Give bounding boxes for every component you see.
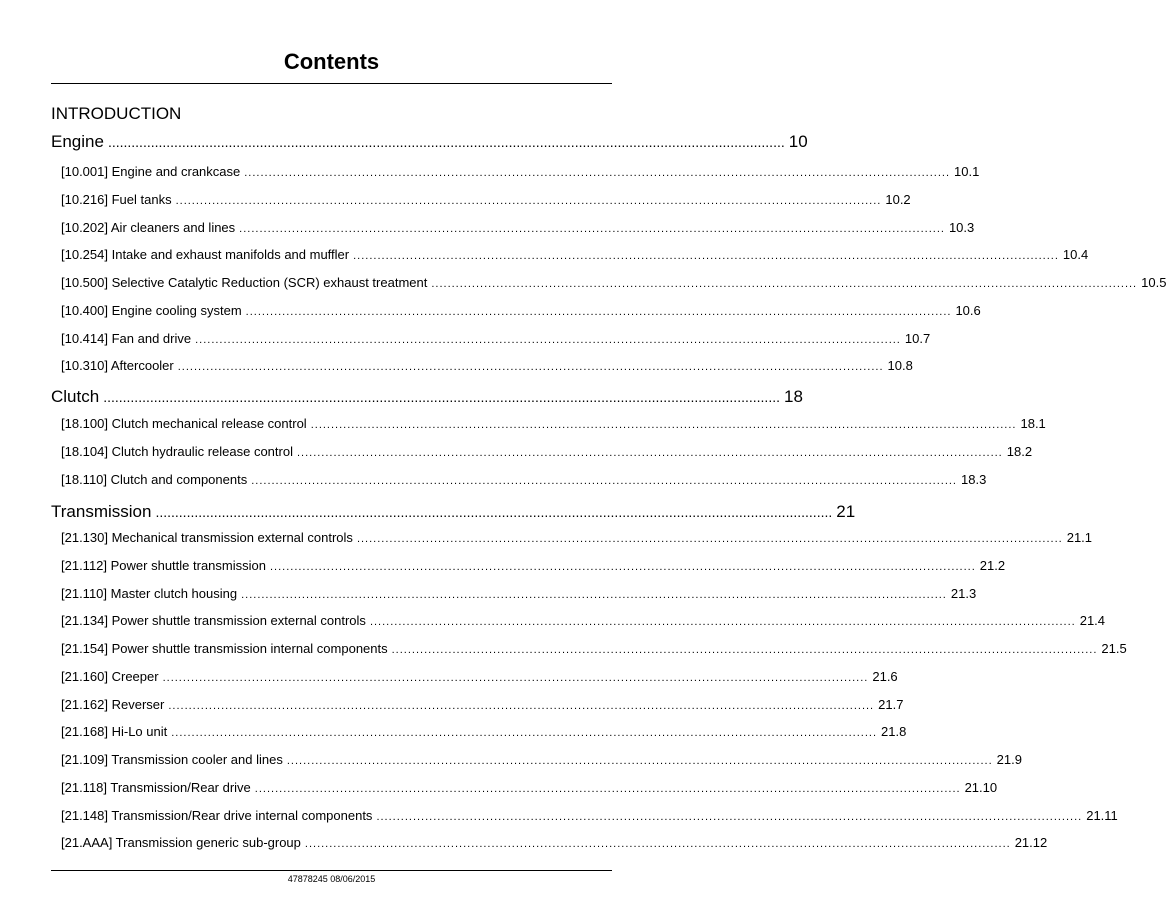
toc-section-label: Transmission xyxy=(51,502,152,521)
dot-leader: .............................................................................................................................................................................. xyxy=(369,616,1076,629)
toc-entry-page-number: 10.4 xyxy=(1062,247,1089,263)
dot-leader: .............................................................................................................................................................................. xyxy=(296,446,1003,459)
toc-entry-label: [10.500] Selective Catalytic Reduction (SCR) exhaust treatment xyxy=(61,275,428,290)
toc-entry-page-number: 10.5 xyxy=(1141,275,1166,290)
toc-entry-page-number: 21.6 xyxy=(872,668,898,684)
toc-entry-page-number: 21.11 xyxy=(1086,807,1118,823)
toc-entry[interactable] xyxy=(61,275,1166,293)
toc-entry[interactable] xyxy=(61,358,913,376)
toc-entry-page-number: 10.8 xyxy=(887,358,913,374)
toc-entry-label: [10.414] Fan and drive xyxy=(61,330,192,346)
toc-entry[interactable] xyxy=(61,219,975,238)
dot-leader: .............................................................................................................................................................................. xyxy=(177,361,884,374)
toc-entry-page-number: 21.10 xyxy=(964,779,998,795)
dot-leader: .............................................................................................................................................................................. xyxy=(286,755,993,767)
toc-entry-label: [21.118] Transmission/Rear drive xyxy=(61,779,251,795)
dot-leader: .............................................................................................................................................................................. xyxy=(175,194,882,207)
dot-leader: .............................................................................................................................................................................. xyxy=(269,560,976,573)
dot-leader: .............................................................................................................................................................................. xyxy=(244,167,951,179)
toc-entry-page-number: 21.1 xyxy=(1066,530,1093,545)
toc-entry-page-number: 21.2 xyxy=(979,557,1006,573)
toc-section[interactable] xyxy=(51,502,856,526)
toc-entry-page-number: 10.2 xyxy=(885,191,911,207)
toc-entry-page-number: 18.3 xyxy=(961,471,987,487)
dot-leader: .............................................................................................................................................................................. xyxy=(356,533,1063,545)
toc-entry-page-number: 21.12 xyxy=(1014,835,1048,851)
bottom-divider xyxy=(51,870,612,871)
toc-entry-label: [10.400] Engine cooling system xyxy=(61,302,242,318)
toc-entry[interactable] xyxy=(61,724,907,742)
toc-entry[interactable] xyxy=(61,443,1033,462)
toc-entry[interactable] xyxy=(61,835,1048,853)
toc-entry[interactable] xyxy=(61,530,1093,548)
toc-entry[interactable] xyxy=(61,557,1006,576)
toc-entry[interactable] xyxy=(61,779,998,798)
toc-entry-page-number: 10.7 xyxy=(904,330,931,346)
dot-leader: .............................................................................................................................................................................. xyxy=(171,727,878,740)
dot-leader: .............................................................................................................................................................................. xyxy=(353,250,1059,263)
dot-leader: .............................................................................................................................................................................. xyxy=(251,474,957,487)
toc-entry[interactable] xyxy=(61,807,1118,826)
toc-entry-label: [10.202] Air cleaners and lines xyxy=(61,219,236,235)
toc-intro-heading[interactable]: INTRODUCTION xyxy=(51,104,182,123)
toc-section-page-number: 18 xyxy=(784,387,803,406)
toc-entry-label: [21.168] Hi-Lo unit xyxy=(61,724,168,740)
toc-entry-label: [10.216] Fuel tanks xyxy=(61,191,172,207)
toc-entry-label: [18.104] Clutch hydraulic release control xyxy=(61,443,293,459)
toc-section-label: Engine xyxy=(51,132,104,151)
page-footer: 47878245 08/06/2015 xyxy=(287,874,376,884)
toc-entry-label: [21.AAA] Transmission generic sub-group xyxy=(61,835,301,851)
toc-section-label: Clutch xyxy=(51,387,100,406)
toc-section-page-number: 21 xyxy=(836,502,856,521)
toc-entry-label: [21.112] Power shuttle transmission xyxy=(61,557,266,573)
toc-section[interactable] xyxy=(51,387,803,411)
toc-section[interactable] xyxy=(51,132,808,156)
toc-section-page-number: 10 xyxy=(788,132,808,151)
toc-entry-page-number: 10.6 xyxy=(955,302,981,318)
toc-entry[interactable] xyxy=(61,471,987,490)
toc-entry[interactable] xyxy=(61,585,977,604)
dot-leader: .............................................................................................................................................................................. xyxy=(107,134,785,150)
dot-leader: .............................................................................................................................................................................. xyxy=(254,782,961,795)
dot-leader: .............................................................................................................................................................................. xyxy=(376,810,1083,823)
toc-entry[interactable] xyxy=(61,191,911,210)
toc-entry-label: [21.148] Transmission/Rear drive internal components xyxy=(61,807,373,823)
toc-entry-label: [21.130] Mechanical transmission external controls xyxy=(61,530,353,545)
toc-entry-page-number: 10.1 xyxy=(954,164,980,179)
dot-leader: .............................................................................................................................................................................. xyxy=(168,699,875,712)
toc-entry[interactable] xyxy=(61,247,1089,265)
dot-leader: .............................................................................................................................................................................. xyxy=(155,504,833,520)
toc-entry[interactable] xyxy=(61,613,1106,631)
dot-leader: .............................................................................................................................................................................. xyxy=(103,389,780,405)
toc-entry-page-number: 21.5 xyxy=(1101,641,1127,656)
toc-entry-page-number: 21.4 xyxy=(1079,613,1106,629)
toc-entry-label: [21.154] Power shuttle transmission internal components xyxy=(61,641,388,656)
toc-entry-page-number: 18.2 xyxy=(1006,443,1033,459)
toc-entry[interactable] xyxy=(61,696,904,715)
toc-entry-label: [21.109] Transmission cooler and lines xyxy=(61,752,283,767)
page-title: Contents xyxy=(283,49,380,74)
toc-entry-label: [21.162] Reverser xyxy=(61,696,165,712)
dot-leader: .............................................................................................................................................................................. xyxy=(239,222,945,235)
toc-entry-label: [18.100] Clutch mechanical release control xyxy=(61,416,307,431)
toc-entry-page-number: 21.8 xyxy=(881,724,907,740)
toc-entry-label: [18.110] Clutch and components xyxy=(61,471,248,487)
toc-entry-label: [21.134] Power shuttle transmission external controls xyxy=(61,613,366,629)
toc-entry[interactable] xyxy=(61,641,1127,659)
toc-entry-label: [10.001] Engine and crankcase xyxy=(61,164,241,179)
dot-leader: .............................................................................................................................................................................. xyxy=(162,671,869,684)
dot-leader: .............................................................................................................................................................................. xyxy=(431,278,1138,290)
toc-entry[interactable] xyxy=(61,302,981,321)
toc-entry-label: [21.160] Creeper xyxy=(61,668,159,684)
dot-leader: .............................................................................................................................................................................. xyxy=(310,419,1017,431)
toc-entry[interactable] xyxy=(61,330,931,349)
toc-entry[interactable] xyxy=(61,416,1046,434)
dot-leader: .............................................................................................................................................................................. xyxy=(245,305,952,318)
toc-entry-page-number: 18.1 xyxy=(1020,416,1046,431)
toc-entry-label: [10.254] Intake and exhaust manifolds and muffler xyxy=(61,247,350,263)
toc-entry-label: [21.110] Master clutch housing xyxy=(61,585,238,601)
toc-entry[interactable] xyxy=(61,752,1022,770)
toc-entry-page-number: 21.7 xyxy=(878,696,904,712)
toc-entry-page-number: 10.3 xyxy=(948,219,975,235)
toc-entry-page-number: 21.3 xyxy=(950,585,977,601)
dot-leader: .............................................................................................................................................................................. xyxy=(304,838,1011,851)
toc-entry[interactable] xyxy=(61,164,980,182)
dot-leader: .............................................................................................................................................................................. xyxy=(391,644,1098,656)
toc-entry-label: [10.310] Aftercooler xyxy=(61,358,174,374)
top-divider xyxy=(51,83,612,84)
toc-entry[interactable] xyxy=(61,668,898,687)
dot-leader: .............................................................................................................................................................................. xyxy=(241,588,947,601)
dot-leader: .............................................................................................................................................................................. xyxy=(195,333,901,346)
toc-entry-page-number: 21.9 xyxy=(996,752,1022,767)
